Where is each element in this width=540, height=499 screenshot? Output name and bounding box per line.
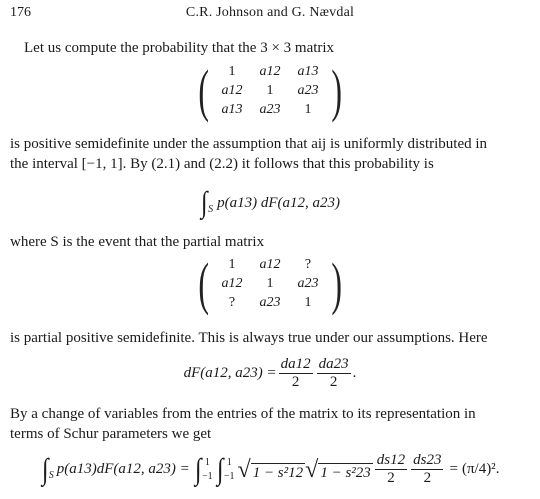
left-paren: ( <box>198 58 209 123</box>
matrix-cell: a23 <box>259 295 281 310</box>
equation-period: . <box>495 461 500 477</box>
matrix-cell: a13 <box>221 102 243 117</box>
fraction <box>317 356 351 391</box>
lower-limit: −1 <box>223 470 235 482</box>
radical-sign: √ <box>237 456 251 483</box>
paragraph-assumption <box>10 134 532 174</box>
fraction-numerator: ds23 <box>413 452 442 468</box>
paragraph-partial-psd: is partial positive semidefinite. This is always true under our assumptions. Here <box>10 330 488 346</box>
fraction-numerator: da12 <box>280 356 311 372</box>
text-line: is positive semidefinite under the assumption that aij is uniformly distributed in <box>10 136 488 152</box>
fraction <box>375 452 407 487</box>
radicand: 1 − s²23 <box>320 464 371 481</box>
integrand: p(a13) dF(a12, a23) <box>217 194 341 211</box>
text-line: By a change of variables from the entries of the matrix to its representation in <box>10 406 476 422</box>
matrix-cell: a13 <box>297 64 319 79</box>
matrix-cell: 1 <box>266 83 274 98</box>
fraction-denominator: 2 <box>291 374 300 390</box>
equation-period: . <box>352 365 357 381</box>
square-root <box>238 458 306 482</box>
matrix-equation-2 <box>0 251 540 316</box>
matrix-cell: a12 <box>259 257 281 272</box>
equation-dF <box>0 356 540 391</box>
matrix-equation-1 <box>0 58 540 123</box>
right-paren: ) <box>331 251 342 316</box>
equation-probability-integral <box>0 188 540 218</box>
radical-sign: √ <box>305 456 319 483</box>
integral-sign: ∫ <box>200 186 208 219</box>
matrix-cell: 1 <box>304 102 312 117</box>
integral-sign: ∫ <box>194 452 202 486</box>
matrix-cell: ? <box>304 257 312 272</box>
integral-limits <box>202 456 213 484</box>
equation-lhs: dF(a12, a23) = <box>183 365 277 381</box>
matrix-partial <box>213 256 327 313</box>
equation-lhs: p(a13)dF(a12, a23) = <box>56 461 190 477</box>
equation-result: (π/4)² <box>461 461 496 477</box>
fraction-denominator: 2 <box>387 470 395 486</box>
matrix-cell: a23 <box>297 83 319 98</box>
paragraph-schur <box>10 404 532 444</box>
matrix-cell: 1 <box>228 257 236 272</box>
running-header: C.R. Johnson and G. Nævdal <box>185 5 355 20</box>
integral-limits <box>224 456 235 484</box>
equation-schur-integral <box>0 452 540 487</box>
matrix-cell: a23 <box>297 276 319 291</box>
matrix-cell: a12 <box>221 83 243 98</box>
right-paren: ) <box>331 58 342 123</box>
equals-sign: = <box>449 461 458 477</box>
matrix-cell: a12 <box>259 64 281 79</box>
radicand: 1 − s²12 <box>252 464 304 481</box>
integral-subscript: S <box>208 203 214 215</box>
text-line: the interval [−1, 1]. By (2.1) and (2.2) it follows that this probability is <box>10 156 434 172</box>
fraction-denominator: 2 <box>423 470 432 486</box>
fraction-numerator: ds12 <box>376 452 406 468</box>
matrix-cell: 1 <box>304 295 312 310</box>
matrix-cell: 1 <box>266 276 274 291</box>
integral-sign: ∫ <box>41 452 48 486</box>
fraction-numerator: da23 <box>318 356 349 372</box>
matrix-cell: a12 <box>221 276 243 291</box>
square-root <box>305 458 373 482</box>
integral-subscript: S <box>48 470 54 481</box>
page-number: 176 <box>10 5 31 20</box>
matrix-cell: ? <box>228 295 236 310</box>
upper-limit: 1 <box>204 456 210 468</box>
upper-limit: 1 <box>226 456 232 468</box>
fraction <box>279 356 313 391</box>
matrix-cell: 1 <box>228 64 236 79</box>
paragraph-event: where S is the event that the partial matrix <box>10 234 265 250</box>
fraction <box>411 452 443 487</box>
integral-sign: ∫ <box>216 452 224 486</box>
paragraph-intro: Let us compute the probability that the 3 × 3 matrix <box>24 40 335 56</box>
lower-limit: −1 <box>202 470 213 482</box>
left-paren: ( <box>198 251 209 316</box>
matrix-cell: a23 <box>259 102 281 117</box>
matrix-full <box>213 63 327 120</box>
fraction-denominator: 2 <box>329 374 338 390</box>
text-line: terms of Schur parameters we get <box>10 426 212 442</box>
